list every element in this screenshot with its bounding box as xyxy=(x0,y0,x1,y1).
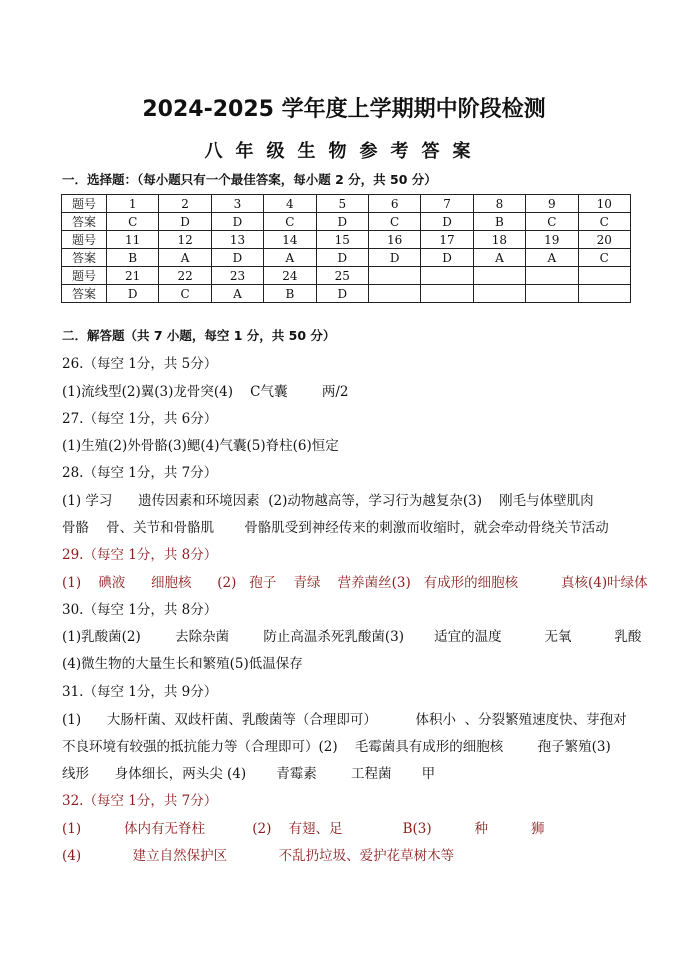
table-cell: A xyxy=(264,249,316,267)
table-cell: 5 xyxy=(316,195,368,213)
table-cell: C xyxy=(368,213,420,231)
question-30-heading: 30.（每空 1分，共 8分） xyxy=(62,602,218,618)
table-cell: C xyxy=(526,213,578,231)
table-cell xyxy=(526,285,578,303)
table-cell: 23 xyxy=(211,267,263,285)
table-cell xyxy=(473,285,525,303)
table-cell: D xyxy=(211,213,263,231)
table-cell: A xyxy=(211,285,263,303)
table-cell: 6 xyxy=(368,195,420,213)
table-cell: 11 xyxy=(107,231,159,249)
table-cell: 10 xyxy=(578,195,630,213)
table-cell: 13 xyxy=(211,231,263,249)
table-cell: C xyxy=(159,285,211,303)
table-cell: D xyxy=(421,249,473,267)
table-cell: 8 xyxy=(473,195,525,213)
table-cell: 25 xyxy=(316,267,368,285)
question-26-answer: (1)流线型(2)翼(3)龙骨突(4) C气囊 两/2 xyxy=(62,384,349,400)
question-30-answer-line-1: (1)乳酸菌(2) 去除杂菌 防止高温杀死乳酸菌(3) 适宜的温度 无氧 乳酸 xyxy=(62,629,642,645)
question-27-answer: (1)生殖(2)外骨骼(3)鳃(4)气囊(5)脊柱(6)恒定 xyxy=(62,438,339,454)
table-cell xyxy=(526,267,578,285)
table-cell: B xyxy=(473,213,525,231)
table-row xyxy=(62,285,631,303)
table-cell: 24 xyxy=(264,267,316,285)
question-32-answer-line-1: (1) 体内有无脊柱 (2) 有翅、足 B(3) 种 狮 xyxy=(62,821,545,837)
table-cell: D xyxy=(316,213,368,231)
table-cell xyxy=(578,267,630,285)
question-29-heading: 29.（每空 1分，共 8分） xyxy=(62,547,218,563)
table-cell: 16 xyxy=(368,231,420,249)
table-cell: D xyxy=(316,285,368,303)
question-31-answer-line-3: 线形 身体细长，两头尖 (4) 青霉素 工程菌 甲 xyxy=(62,766,436,782)
question-26-heading: 26.（每空 1分，共 5分） xyxy=(62,356,218,372)
table-row xyxy=(62,249,631,267)
table-cell xyxy=(368,267,420,285)
table-cell: 9 xyxy=(526,195,578,213)
section-choice-heading: 一．选择题：（每小题只有一个最佳答案，每小题 2 分，共 50 分） xyxy=(62,172,437,187)
table-cell: C xyxy=(107,213,159,231)
table-cell: A xyxy=(526,249,578,267)
table-cell: 1 xyxy=(107,195,159,213)
table-cell: B xyxy=(264,285,316,303)
row-label: 答案 xyxy=(62,249,107,267)
table-cell: A xyxy=(473,249,525,267)
table-cell: 18 xyxy=(473,231,525,249)
table-cell: D xyxy=(211,249,263,267)
row-label: 题号 xyxy=(62,231,107,249)
table-cell: 14 xyxy=(264,231,316,249)
question-32-answer-line-2: (4) 建立自然保护区 不乱扔垃圾、爱护花草树木等 xyxy=(62,848,455,864)
table-cell: 20 xyxy=(578,231,630,249)
page-subtitle: 八年级生物参考答案 xyxy=(204,141,484,162)
table-cell: 12 xyxy=(159,231,211,249)
table-cell: 2 xyxy=(159,195,211,213)
table-cell: D xyxy=(107,285,159,303)
table-cell: C xyxy=(264,213,316,231)
table-cell: 7 xyxy=(421,195,473,213)
question-27-heading: 27.（每空 1分，共 6分） xyxy=(62,411,218,427)
table-cell: 17 xyxy=(421,231,473,249)
table-cell: D xyxy=(316,249,368,267)
table-cell xyxy=(368,285,420,303)
table-cell: 19 xyxy=(526,231,578,249)
table-cell: C xyxy=(578,249,630,267)
table-cell: 4 xyxy=(264,195,316,213)
row-label: 题号 xyxy=(62,195,107,213)
table-cell xyxy=(473,267,525,285)
table-cell: B xyxy=(107,249,159,267)
table-cell xyxy=(421,267,473,285)
table-cell xyxy=(578,285,630,303)
answer-table xyxy=(61,194,631,303)
question-31-answer-line-1: (1) 大肠杆菌、双歧杆菌、乳酸菌等（合理即可） 体积小 、分裂繁殖速度快、芽孢对 xyxy=(62,712,627,728)
row-label: 答案 xyxy=(62,213,107,231)
question-28-answer-line-2: 骨骼 骨、关节和骨骼肌 骨骼肌受到神经传来的刺激而收缩时，就会牵动骨绕关节活动 xyxy=(62,520,609,536)
question-31-answer-line-2: 不良环境有较强的抵抗能力等（合理即可）(2) 毛霉菌具有成形的细胞核 孢子繁殖(3) xyxy=(62,739,611,755)
row-label: 答案 xyxy=(62,285,107,303)
table-cell: 3 xyxy=(211,195,263,213)
table-cell: 21 xyxy=(107,267,159,285)
section-answer-heading: 二．解答题（共 7 小题，每空 1 分，共 50 分） xyxy=(62,328,336,343)
table-cell: A xyxy=(159,249,211,267)
question-31-heading: 31.（每空 1分，共 9分） xyxy=(62,684,218,700)
page-title: 2024-2025 学年度上学期期中阶段检测 xyxy=(142,97,546,122)
table-cell xyxy=(421,285,473,303)
table-cell: D xyxy=(421,213,473,231)
row-label: 题号 xyxy=(62,267,107,285)
question-30-answer-line-2: (4)微生物的大量生长和繁殖(5)低温保存 xyxy=(62,656,303,672)
question-28-answer-line-1: (1) 学习 遗传因素和环境因素 (2)动物越高等，学习行为越复杂(3) 刚毛与体壁肌肉 xyxy=(62,493,594,509)
table-row xyxy=(62,231,631,249)
table-cell: D xyxy=(159,213,211,231)
table-cell: D xyxy=(368,249,420,267)
question-32-heading: 32.（每空 1分，共 7分） xyxy=(62,793,218,809)
table-cell: 22 xyxy=(159,267,211,285)
table-row xyxy=(62,195,631,213)
question-28-heading: 28.（每空 1分，共 7分） xyxy=(62,465,218,481)
table-row xyxy=(62,213,631,231)
table-row xyxy=(62,267,631,285)
table-cell: 15 xyxy=(316,231,368,249)
question-29-answer: (1) 碘液 细胞核 (2) 孢子 青绿 营养菌丝(3) 有成形的细胞核 真核(4)叶绿体 xyxy=(62,575,648,591)
table-cell: C xyxy=(578,213,630,231)
